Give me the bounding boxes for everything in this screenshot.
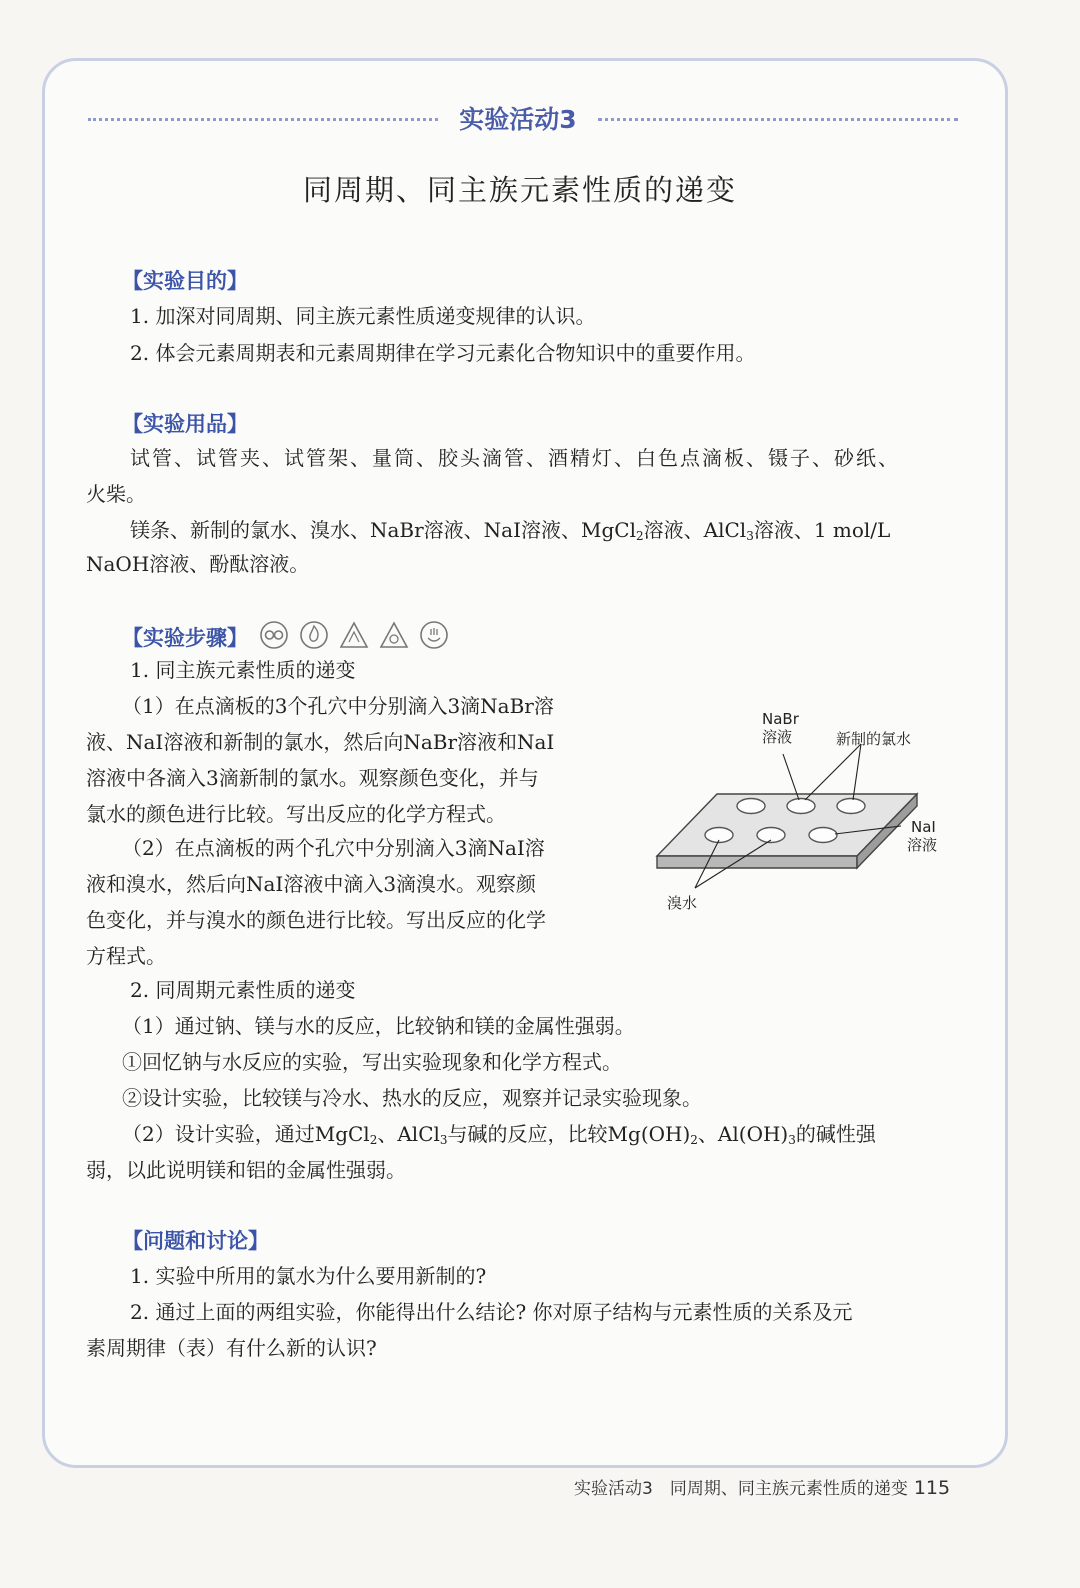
purpose-item: 2. 体会元素周期表和元素周期律在学习元素化合物知识中的重要作用。	[130, 341, 756, 365]
step-1-1-text: 溶液中各滴入3滴新制的氯水。观察颜色变化，并与	[86, 766, 539, 790]
materials-line: 火柴。	[86, 482, 146, 506]
activity-header	[88, 100, 958, 140]
label-nabr-solution: 溶液	[762, 728, 793, 746]
goggles-icon	[259, 620, 289, 650]
page-title: 同周期、同主族元素性质的递变	[302, 173, 737, 207]
step-1-title: 1. 同主族元素性质的递变	[130, 658, 356, 682]
step-text: 与碱的反应，比较Mg(OH)	[447, 1122, 691, 1146]
label-nai: NaI	[911, 818, 936, 836]
materials-line: 试管、试管夹、试管架、量筒、胶头滴管、酒精灯、白色点滴板、镊子、砂纸、	[130, 446, 900, 470]
purpose-heading: 【实验目的】	[122, 269, 248, 293]
discussion-question: 素周期律（表）有什么新的认识?	[86, 1336, 377, 1360]
ventilation-icon	[379, 620, 409, 650]
materials-line: NaOH溶液、酚酞溶液。	[86, 552, 310, 576]
label-nabr: NaBr	[762, 710, 799, 728]
activity-label: 实验活动3	[459, 105, 577, 134]
step-1-2-text: 色变化，并与溴水的颜色进行比较。写出反应的化学	[86, 908, 546, 932]
page-number: 115	[913, 1477, 951, 1499]
step-1-2-text: 方程式。	[86, 944, 166, 968]
step-1-1-text: 氯水的颜色进行比较。写出反应的化学方程式。	[86, 802, 506, 826]
subscript: 3	[439, 1133, 448, 1147]
discussion-question: 2. 通过上面的两组实验，你能得出什么结论? 你对原子结构与元素性质的关系及元	[130, 1300, 853, 1324]
discussion-heading: 【问题和讨论】	[122, 1229, 269, 1253]
footer-running-title: 实验活动3 同周期、同主族元素性质的递变	[574, 1479, 908, 1499]
steps-heading: 【实验步骤】	[122, 626, 248, 650]
reagents-text: 镁条、新制的氯水、溴水、NaBr溶液、NaI溶液、MgCl	[130, 518, 636, 542]
subscript: 2	[636, 529, 644, 543]
step-text: 、AlCl	[377, 1122, 440, 1146]
step-2-title: 2. 同周期元素性质的递变	[130, 978, 356, 1002]
materials-heading: 【实验用品】	[122, 412, 248, 436]
flame-warning-icon	[299, 620, 329, 650]
step-1-2-text: 液和溴水，然后向NaI溶液中滴入3滴溴水。观察颜	[86, 872, 537, 896]
safety-icons	[259, 620, 459, 652]
label-fresh-chlorine: 新制的氯水	[836, 730, 912, 748]
subscript: 2	[690, 1133, 698, 1147]
step-text: 的碱性强	[795, 1122, 876, 1146]
subscript: 3	[788, 1133, 796, 1147]
step-2-1a-text: ①回忆钠与水反应的实验，写出实验现象和化学方程式。	[122, 1050, 622, 1074]
step-2-1-text: （1）通过钠、镁与水的反应，比较钠和镁的金属性强弱。	[122, 1014, 635, 1038]
step-1-1-text: （1）在点滴板的3个孔穴中分别滴入3滴NaBr溶	[122, 694, 554, 718]
purpose-item: 1. 加深对同周期、同主族元素性质递变规律的认识。	[130, 304, 596, 328]
hand-wash-icon	[419, 620, 449, 650]
step-1-1-text: 液、NaI溶液和新制的氯水，然后向NaBr溶液和NaI	[86, 730, 555, 754]
subscript: 2	[369, 1133, 378, 1147]
spot-plate-figure	[655, 708, 955, 918]
corrosive-warning-icon	[339, 620, 369, 650]
step-text: 、Al(OH)	[697, 1122, 789, 1146]
step-2-2-text: 弱，以此说明镁和铝的金属性强弱。	[86, 1158, 406, 1182]
reagents-text: 溶液、1 mol/L	[753, 518, 891, 542]
step-2-2-text	[122, 1120, 876, 1154]
page-footer	[574, 1474, 950, 1499]
reagents-text: 溶液、AlCl	[643, 518, 747, 542]
subscript: 3	[746, 529, 754, 543]
header-dots-left	[88, 118, 438, 121]
discussion-question: 1. 实验中所用的氯水为什么要用新制的?	[130, 1264, 487, 1288]
label-nai-solution: 溶液	[907, 836, 938, 854]
header-dots-right	[598, 118, 958, 121]
materials-reagents-line	[130, 516, 890, 550]
step-1-2-text: （2）在点滴板的两个孔穴中分别滴入3滴NaI溶	[122, 836, 545, 860]
step-2-1b-text: ②设计实验，比较镁与冷水、热水的反应，观察并记录实验现象。	[122, 1086, 702, 1110]
label-bromine-water: 溴水	[667, 894, 698, 912]
step-text: （2）设计实验，通过MgCl	[122, 1122, 370, 1146]
